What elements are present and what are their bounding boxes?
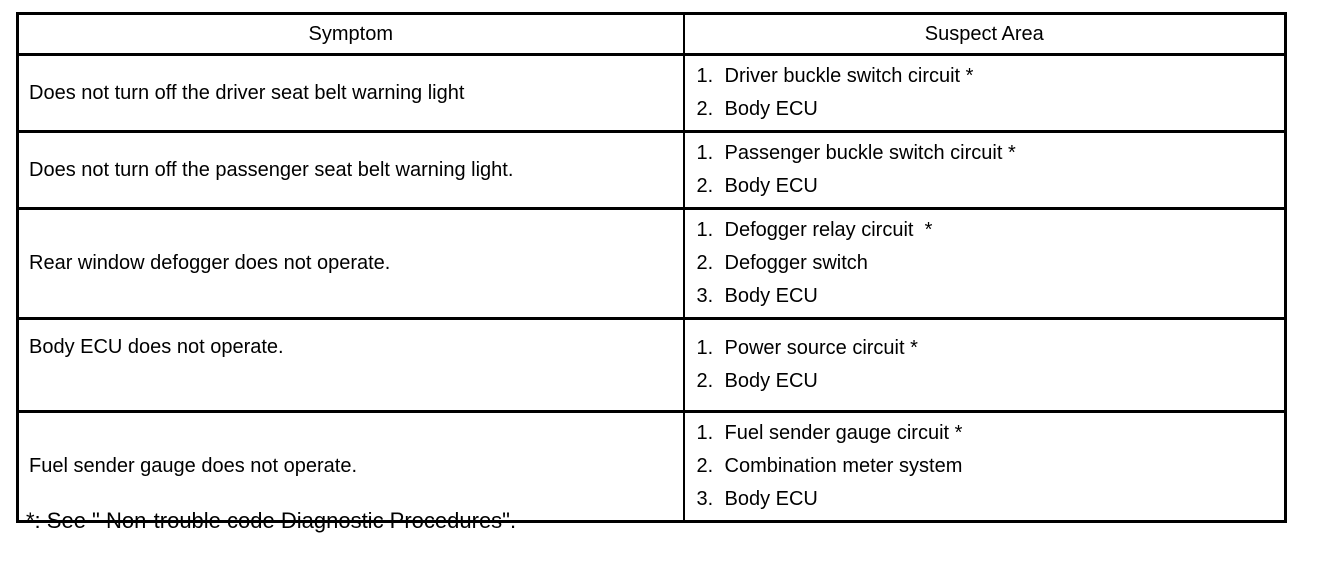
symptom-cell: Fuel sender gauge does not operate. bbox=[18, 412, 684, 522]
table-row bbox=[18, 132, 1286, 209]
table-row bbox=[18, 209, 1286, 319]
suspect-area-cell bbox=[684, 55, 1286, 132]
trouble-symptom-table bbox=[16, 12, 1287, 523]
list-item: 1. Power source circuit * bbox=[696, 337, 918, 359]
list-item: 2. Defogger switch bbox=[696, 252, 868, 274]
symptom-cell: Does not turn off the driver seat belt warning light bbox=[18, 55, 684, 132]
table-row bbox=[18, 319, 1286, 412]
suspect-area-list bbox=[697, 137, 1285, 203]
list-item: 1. Passenger buckle switch circuit * bbox=[696, 142, 1016, 164]
list-item: 1. Fuel sender gauge circuit * bbox=[696, 422, 963, 444]
suspect-area-cell bbox=[684, 209, 1286, 319]
list-item: 2. Combination meter system bbox=[696, 455, 963, 477]
suspect-area-cell bbox=[684, 412, 1286, 522]
list-item: 2. Body ECU bbox=[696, 98, 818, 120]
suspect-area-list bbox=[697, 214, 1285, 313]
suspect-area-cell bbox=[684, 319, 1286, 412]
table-row bbox=[18, 55, 1286, 132]
list-item: 2. Body ECU bbox=[696, 370, 818, 392]
list-item: 1. Driver buckle switch circuit * bbox=[696, 65, 974, 87]
list-item: 1. Defogger relay circuit * bbox=[696, 219, 933, 241]
suspect-area-list bbox=[697, 60, 1285, 126]
symptom-cell: Rear window defogger does not operate. bbox=[18, 209, 684, 319]
symptom-column-header: Symptom bbox=[18, 14, 684, 55]
footnote: *: See " Non-trouble code Diagnostic Procedures". bbox=[26, 508, 517, 533]
suspect-area-list bbox=[697, 332, 1285, 398]
list-item: 3. Body ECU bbox=[696, 488, 818, 510]
suspect-area-column-header: Suspect Area bbox=[684, 14, 1286, 55]
table-row bbox=[18, 412, 1286, 522]
symptom-cell: Body ECU does not operate. bbox=[18, 319, 684, 412]
symptom-cell: Does not turn off the passenger seat belt warning light. bbox=[18, 132, 684, 209]
suspect-area-cell bbox=[684, 132, 1286, 209]
suspect-area-list bbox=[697, 417, 1285, 516]
list-item: 3. Body ECU bbox=[696, 285, 818, 307]
list-item: 2. Body ECU bbox=[696, 175, 818, 197]
table-header-row bbox=[18, 14, 1286, 55]
